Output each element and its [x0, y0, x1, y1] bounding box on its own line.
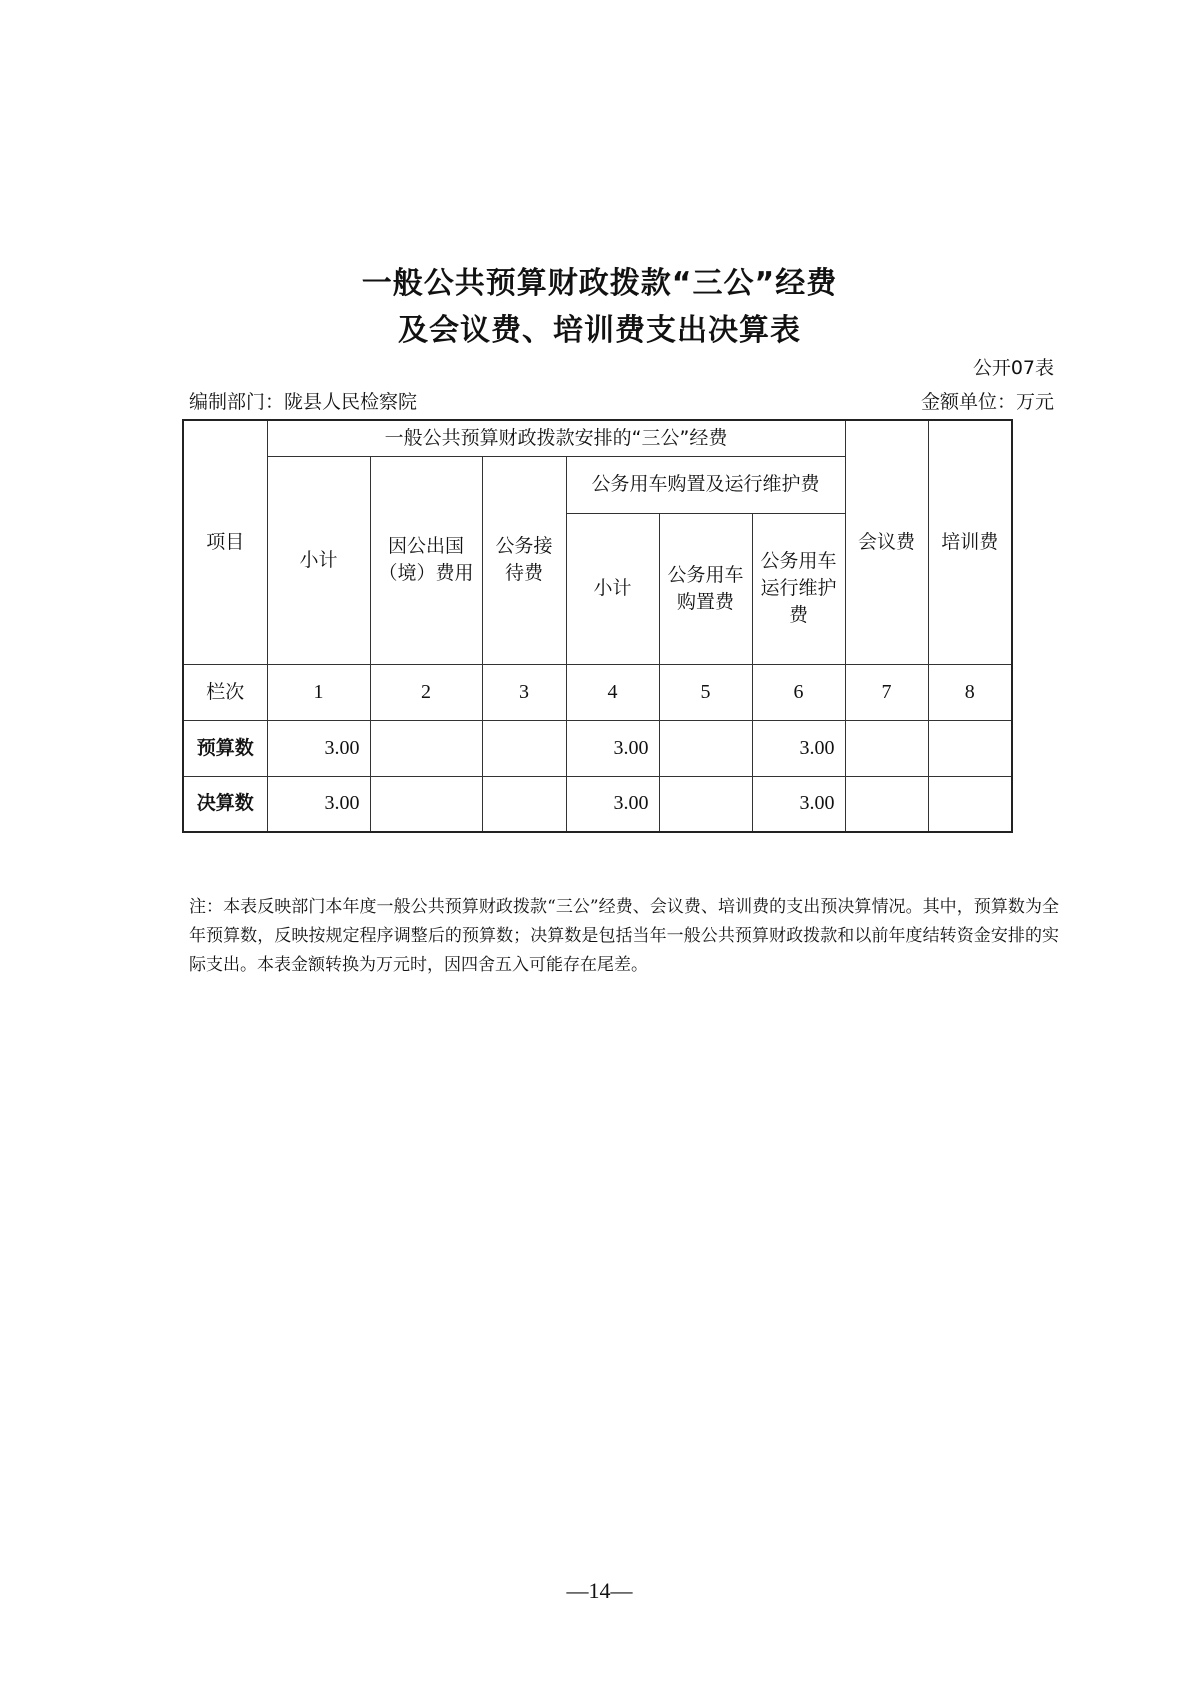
column-number: 2	[370, 664, 482, 720]
title-line-2: 及会议费、培训费支出决算表	[398, 313, 801, 348]
page-number: —14—	[566, 1578, 633, 1603]
column-number: 1	[267, 664, 370, 720]
column-number: 3	[482, 664, 566, 720]
table-cell: 3.00	[566, 720, 659, 776]
table-row-final	[183, 776, 1012, 832]
table-cell: 3.00	[752, 720, 845, 776]
form-number: 公开07表	[972, 357, 1054, 379]
column-number: 5	[659, 664, 752, 720]
column-number: 7	[845, 664, 928, 720]
table-cell	[928, 720, 1012, 776]
table-cell	[659, 776, 752, 832]
row-label-final: 决算数	[183, 776, 267, 832]
header-meeting: 会议费	[845, 420, 928, 664]
table-cell: 3.00	[566, 776, 659, 832]
header-sangong-group: 一般公共预算财政拨款安排的“三公”经费	[267, 420, 845, 456]
table-row-budget	[183, 720, 1012, 776]
table-cell: 3.00	[267, 776, 370, 832]
header-reception: 公务接待费	[482, 456, 566, 664]
header-vehicle-subtotal: 小计	[566, 513, 659, 664]
table-cell	[845, 720, 928, 776]
table-cell	[928, 776, 1012, 832]
unit-label: 金额单位：万元	[920, 391, 1054, 413]
table-cell	[370, 776, 482, 832]
header-subtotal: 小计	[267, 456, 370, 664]
header-vehicle-maintenance: 公务用车运行维护费	[752, 513, 845, 664]
table-cell: 3.00	[267, 720, 370, 776]
table-note: 注：本表反映部门本年度一般公共预算财政拨款“三公”经费、会议费、培训费的支出预决算情况。其中，预算数为全年预算数，反映按规定程序调整后的预算数；决算数是包括当年一般公共预算财政拨款和以前年度结转资金安排的实际支出。本表金额转换为万元时，因四舍五入可能存在尾差。	[189, 897, 1059, 975]
header-vehicle-purchase: 公务用车购置费	[659, 513, 752, 664]
header-item: 项目	[183, 420, 267, 664]
column-number: 4	[566, 664, 659, 720]
header-abroad: 因公出国（境）费用	[370, 456, 482, 664]
column-number: 8	[928, 664, 1012, 720]
column-number: 6	[752, 664, 845, 720]
table-cell	[370, 720, 482, 776]
table-cell	[482, 720, 566, 776]
expense-table	[182, 419, 1013, 833]
table-cell: 3.00	[752, 776, 845, 832]
department-label: 编制部门：陇县人民检察院	[189, 391, 418, 413]
header-vehicle-group: 公务用车购置及运行维护费	[566, 456, 845, 513]
row-label-column-number: 栏次	[183, 664, 267, 720]
table-cell	[845, 776, 928, 832]
table-cell	[482, 776, 566, 832]
row-label-budget: 预算数	[183, 720, 267, 776]
header-training: 培训费	[928, 420, 1012, 664]
table-cell	[659, 720, 752, 776]
title-line-1: 一般公共预算财政拨款“三公”经费	[361, 266, 838, 301]
